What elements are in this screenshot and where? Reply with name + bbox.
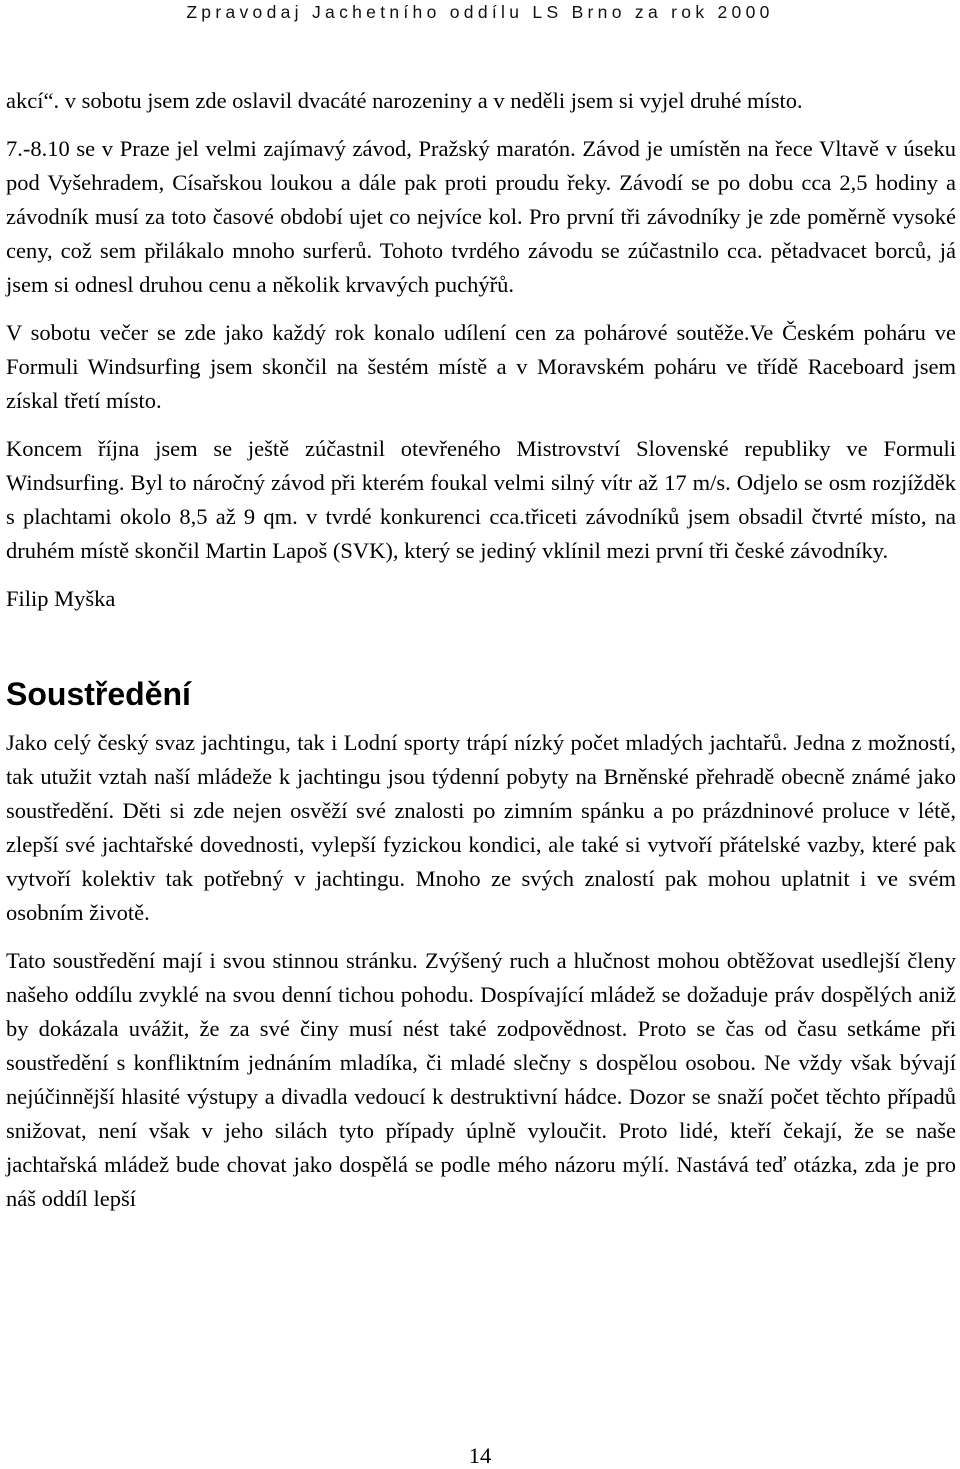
section-heading: Soustředění [6, 676, 191, 712]
paragraph: 7.-8.10 se v Praze jel velmi zajímavý závod, Pražský maratón. Závod je umístěn na řece Vltavě v úseku pod Vyšehradem, Císařskou loukou a dále pak proti proudu řeky. Závodí se po dobu cca 2,5 hodiny a závodník musí za toto časové období ujet co nejvíce kol. Pro první tři závodníky je zde poměrně vysoké ceny, což sem přilákalo mnoho surferů. Tohoto tvrdého závodu se zúčastnilo cca. pětadvacet borců, já jsem si odnesl druhou cenu a několik krvavých puchýřů. [6, 136, 956, 297]
paragraph: V sobotu večer se zde jako každý rok konalo udílení cen za pohárové soutěže.Ve Českém poháru ve Formuli Windsurfing jsem skončil na šestém místě a v Moravském poháru ve třídě Raceboard jsem získal třetí místo. [6, 320, 956, 413]
article-soustredeni [6, 674, 956, 1216]
article-windsurfing-report [6, 84, 956, 616]
paragraph: Koncem října jsem se ještě zúčastnil otevřeného Mistrovství Slovenské republiky ve Formuli Windsurfing. Byl to náročný závod při kterém foukal velmi silný vítr až 17 m/s. Odjelo se osm rozjížděk s plachtami okolo 8,5 až 9 qm. v tvrdé konkurenci cca.třiceti závodníků jsem obsadil čtvrté místo, na druhém místě skončil Martin Lapoš (SVK), který se jediný vklínil mezi první tři české závodníky. [6, 436, 956, 563]
page-content [6, 84, 956, 1216]
page-number: 14 [468, 1443, 492, 1468]
paragraph: Jako celý český svaz jachtingu, tak i Lodní sporty trápí nízký počet mladých jachtařů. Jedna z možností, tak utužit vztah naší mládeže k jachtingu jsou týdenní pobyty na Brněnské přehradě obecně známé jako soustředění. Děti si zde nejen osvěží své znalosti po zimním spánku a po prázdninové proluce v létě, zlepší své jachtařské dovednosti, vylepší fyzickou kondici, ale také si vytvoří přátelské vazby, které pak vytvoří kolektiv tak potřebný v jachtingu. Mnoho ze svých znalostí pak mohou uplatnit i ve svém osobním životě. [6, 730, 956, 925]
author-signature: Filip Myška [6, 586, 116, 611]
running-header: Zpravodaj Jachetního oddílu LS Brno za rok 2000 [186, 2, 774, 22]
paragraph: Tato soustředění mají i svou stinnou stránku. Zvýšený ruch a hlučnost mohou obtěžovat usedlejší členy našeho oddílu zvyklé na svou denní tichou pohodu. Dospívající mládež se dožaduje práv dospělých aniž by dokázala uvážit, že za své činy musí nést také zodpovědnost. Proto se čas od času setkáme při soustředění s konfliktním jednáním mladíka, či mladé slečny s dospělou osobou. Ne vždy však bývají nejúčinnější hlasité výstupy a divadla vedoucí k destruktivní hádce. Dozor se snaží počet těchto případů snižovat, není však v jeho silách tyto případy úplně vyloučit. Proto lidé, kteří čekají, že se naše jachtařská mládež bude chovat jako dospělá se podle mého názoru mýlí. Nastává teď otázka, zda je pro náš oddíl lepší [6, 948, 956, 1211]
paragraph: akcí“. v sobotu jsem zde oslavil dvacáté narozeniny a v neděli jsem si vyjel druhé místo. [6, 88, 803, 113]
